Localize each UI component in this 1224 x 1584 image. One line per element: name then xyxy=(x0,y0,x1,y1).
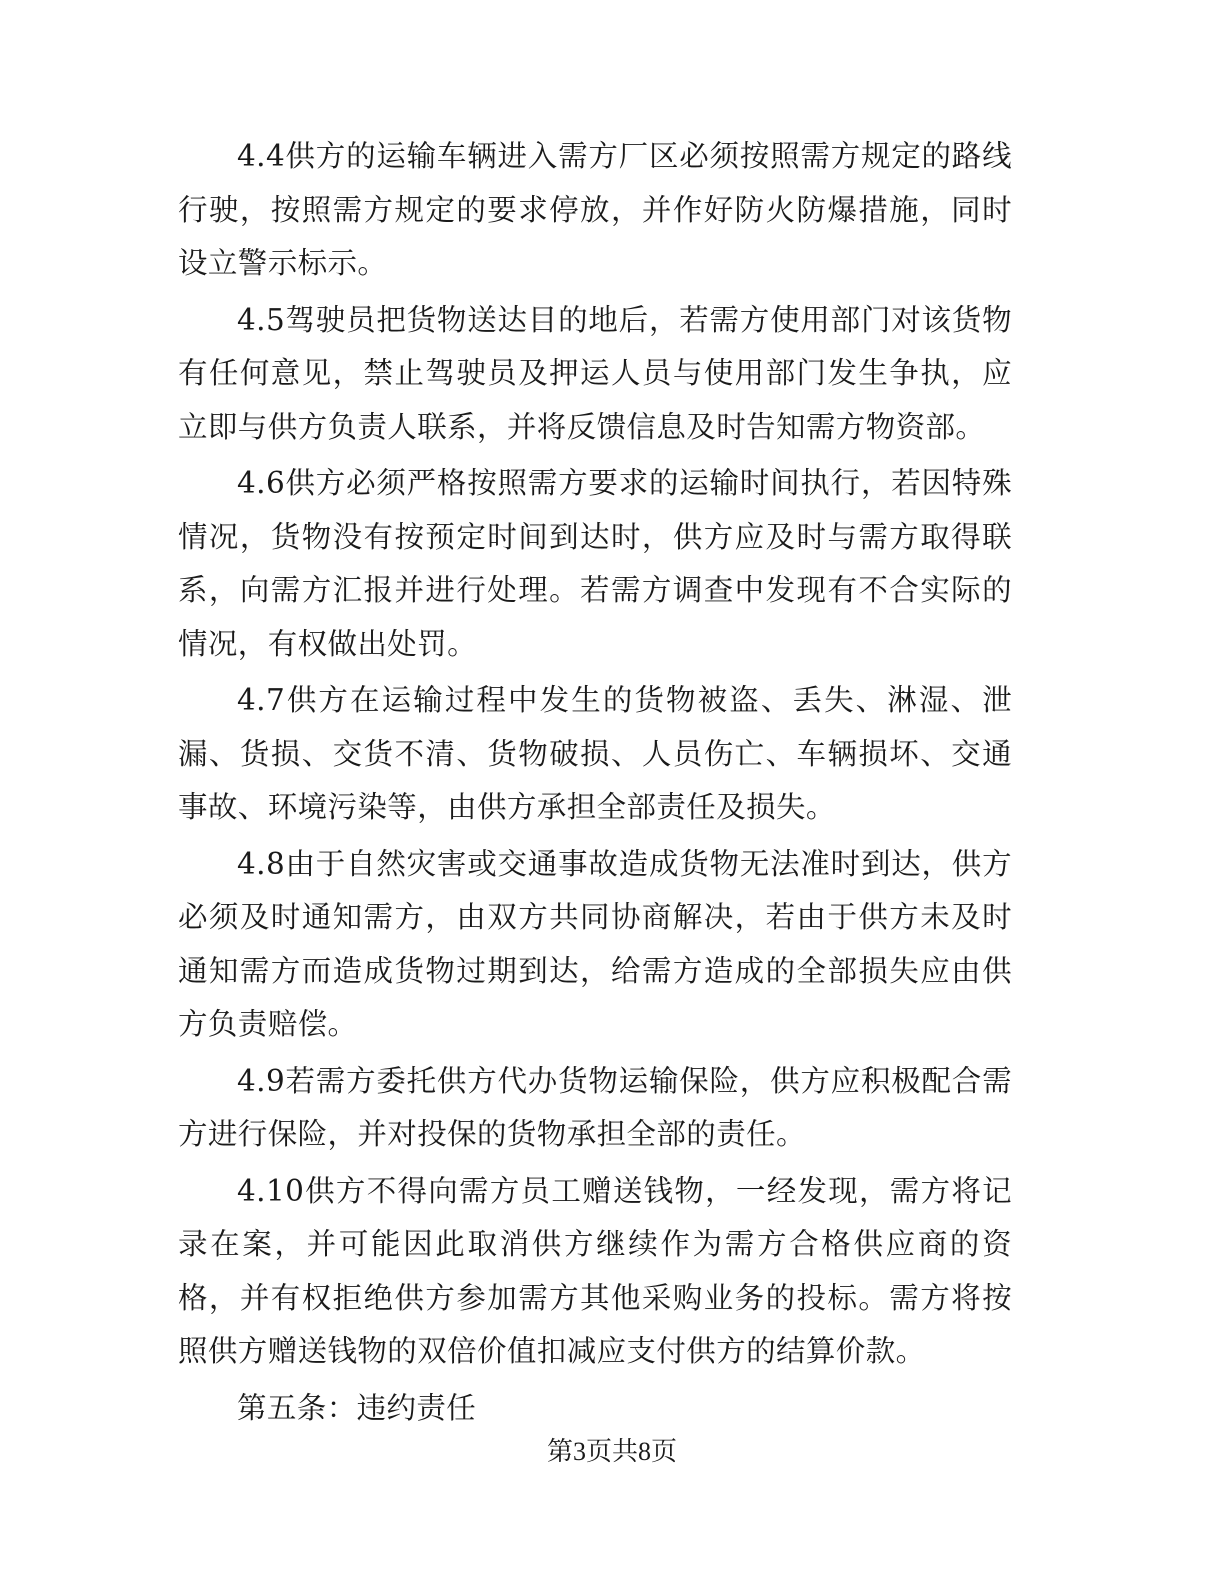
clause-4-4: 4.4供方的运输车辆进入需方厂区必须按照需方规定的路线行驶，按照需方规定的要求停放，并作好防火防爆措施，同时设立警示标示。 xyxy=(178,139,1012,280)
clause-4-10: 4.10供方不得向需方员工赠送钱物，一经发现，需方将记录在案，并可能因此取消供方继续作为需方合格供应商的资格，并有权拒绝供方参加需方其他采购业务的投标。需方将按照供方赠送钱物的双倍价值扣减应支付供方的结算价款。 xyxy=(178,1173,1012,1368)
clause-4-8: 4.8由于自然灾害或交通事故造成货物无法准时到达，供方必须及时通知需方，由双方共同协商解决，若由于供方未及时通知需方而造成货物过期到达，给需方造成的全部损失应由供方负责赔偿。 xyxy=(178,846,1012,1041)
clause-4-5: 4.5驾驶员把货物送达目的地后，若需方使用部门对该货物有任何意见，禁止驾驶员及押运人员与使用部门发生争执，应立即与供方负责人联系，并将反馈信息及时告知需方物资部。 xyxy=(178,302,1012,444)
clause-4-6: 4.6供方必须严格按照需方要求的运输时间执行，若因特殊情况，货物没有按预定时间到达时，供方应及时与需方取得联系，向需方汇报并进行处理。若需方调查中发现有不合实际的情况，有权做出处罚。 xyxy=(178,466,1012,661)
document-body xyxy=(178,130,1012,1435)
clause-4-9: 4.9若需方委托供方代办货物运输保险，供方应积极配合需方进行保险，并对投保的货物承担全部的责任。 xyxy=(178,1063,1012,1151)
clause-4-7: 4.7供方在运输过程中发生的货物被盗、丢失、淋湿、泄漏、货损、交货不清、货物破损、人员伤亡、车辆损坏、交通事故、环境污染等，由供方承担全部责任及损失。 xyxy=(178,683,1012,824)
page-number: 第3页共8页 xyxy=(546,1437,677,1466)
section-heading: 第五条：违约责任 xyxy=(237,1390,477,1425)
